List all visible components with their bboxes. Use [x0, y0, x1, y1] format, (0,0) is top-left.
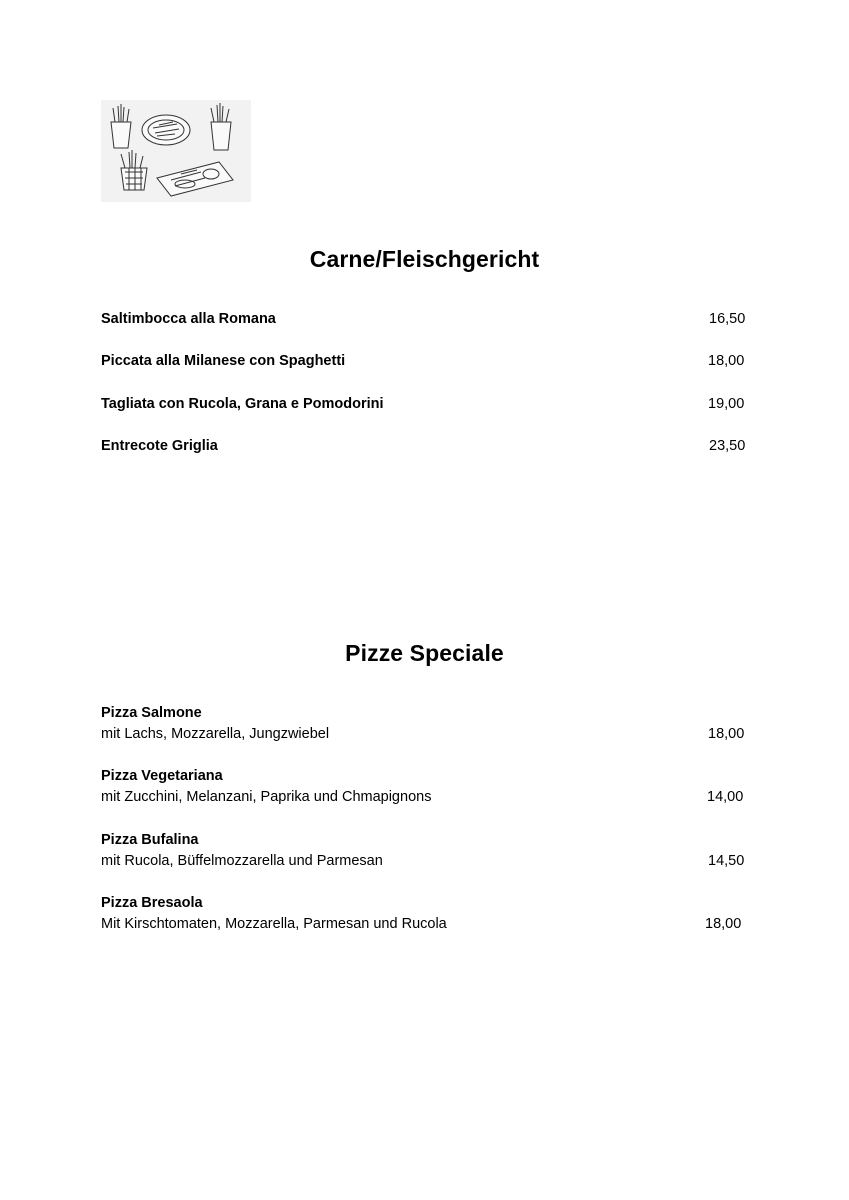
section-title-pizze: Pizze Speciale [345, 640, 504, 666]
menu-item-name: Tagliata con Rucola, Grana e Pomodorini [101, 396, 384, 412]
menu-item [101, 394, 761, 415]
menu-item-name: Entrecote Griglia [101, 438, 218, 454]
menu-item-price: 19,00 [708, 396, 745, 412]
menu-item [101, 309, 761, 330]
menu-item-name: Pizza Vegetariana [101, 768, 223, 784]
fries-illustration [101, 100, 251, 202]
menu-item-name: Pizza Bufalina [101, 832, 199, 848]
section-title-carne: Carne/Fleischgericht [309, 246, 540, 272]
menu-item-price: 14,00 [707, 789, 744, 805]
menu-item-name: Piccata alla Milanese con Spaghetti [101, 353, 346, 369]
menu-item-price: 18,00 [708, 353, 745, 369]
menu-item-price: 18,00 [708, 726, 745, 742]
menu-item-description: Mit Kirschtomaten, Mozzarella, Parmesan und Rucola [101, 916, 447, 932]
menu-item [101, 893, 761, 935]
menu-item-price: 18,00 [705, 916, 742, 932]
menu-item-price: 14,50 [708, 853, 745, 869]
menu-item [101, 766, 761, 808]
menu-item [101, 703, 761, 745]
menu-item [101, 830, 761, 872]
menu-item-description: mit Rucola, Büffelmozzarella und Parmesan [101, 853, 383, 869]
menu-item-price: 16,50 [709, 311, 746, 327]
menu-item [101, 436, 761, 457]
menu-item-price: 23,50 [709, 438, 746, 454]
menu-item-description: mit Zucchini, Melanzani, Paprika und Chmapignons [101, 789, 432, 805]
menu-item [101, 351, 761, 372]
menu-item-name: Pizza Salmone [101, 705, 202, 721]
menu-item-name: Saltimbocca alla Romana [101, 311, 276, 327]
menu-item-name: Pizza Bresaola [101, 895, 203, 911]
menu-item-description: mit Lachs, Mozzarella, Jungzwiebel [101, 726, 330, 742]
fries-sketch-icon [101, 100, 251, 202]
